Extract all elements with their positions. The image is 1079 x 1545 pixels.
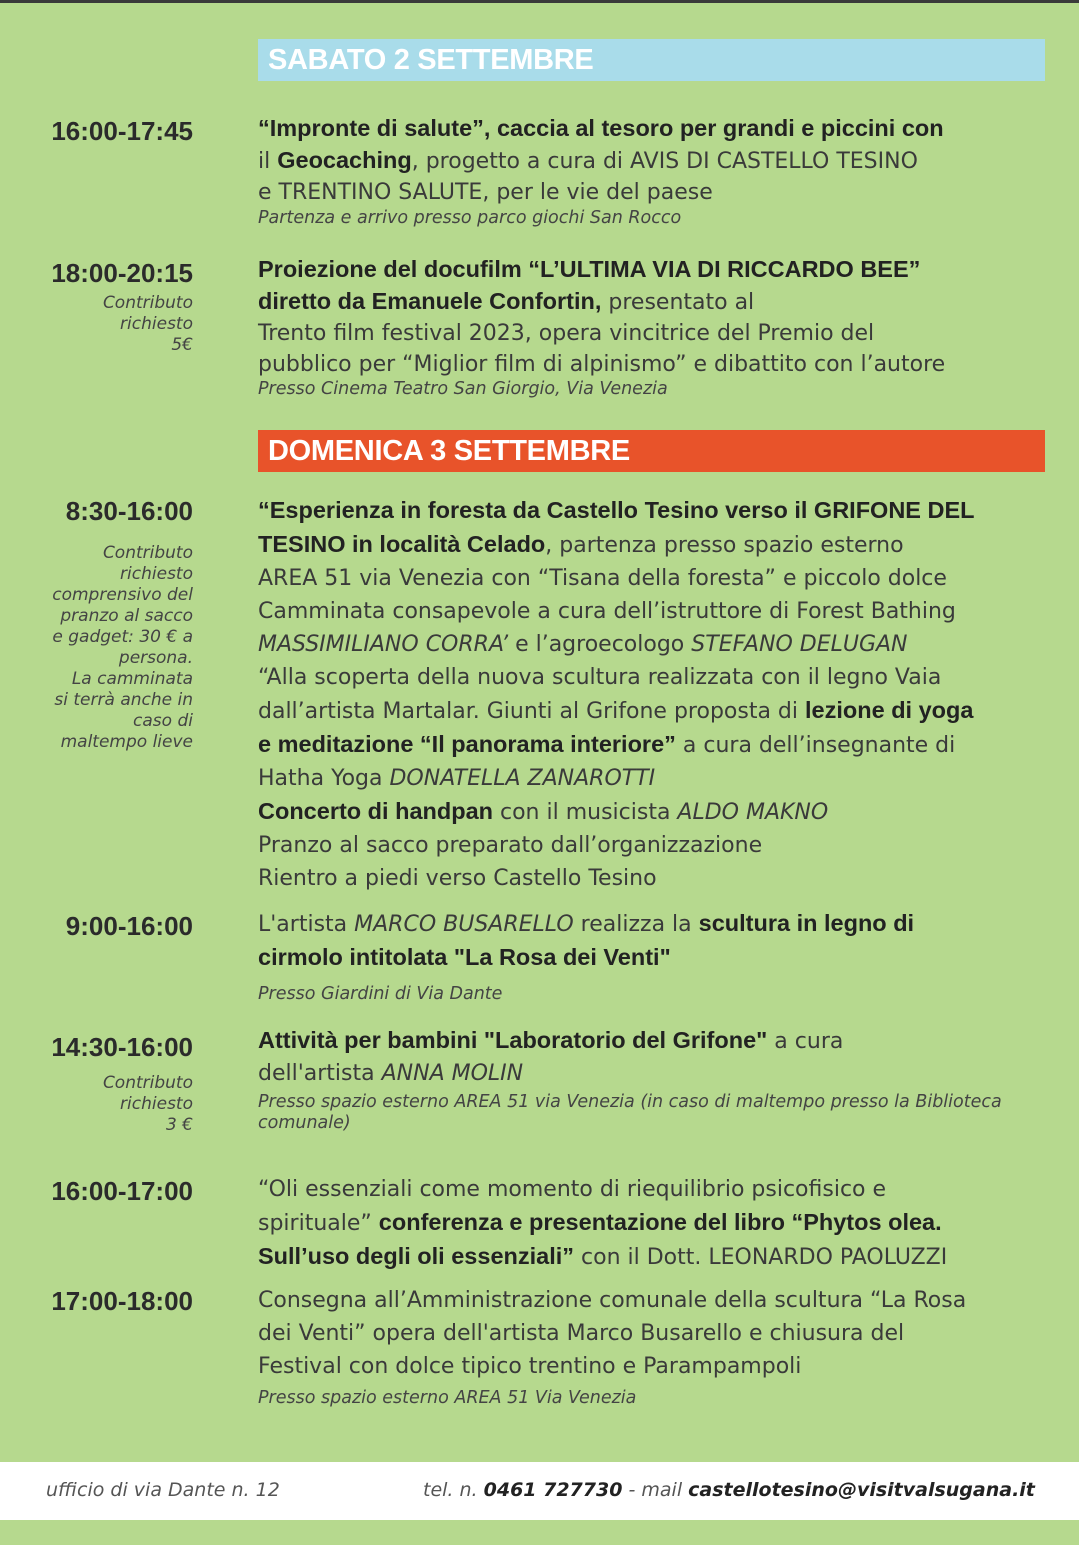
event-description: Consegna all’Amministrazione comunale della scultura “La Rosa dei Venti” opera dell'artista Marco Busarello e chiusura del Festival con dolce tipico trentino e Parampampoli [258,1288,967,1379]
event-time: 16:00-17:45 [51,116,193,146]
footer-bar [0,1462,1079,1520]
day-header-sunday: DOMENICA 3 SETTEMBRE [258,430,1045,472]
event-location: Presso Giardini di Via Dante [258,984,503,1004]
event-description: “Oli essenziali come momento di riequilibrio psicofisico e spirituale” conferenza e presentazione del libro “Phytos olea. Sull’uso degli oli essenziali” con il Dott. LEONARDO PAOLUZZI [258,1177,948,1270]
event-location: Partenza e arrivo presso parco giochi San Rocco [258,208,682,228]
event-location: Presso spazio esterno AREA 51 Via Venezia [258,1388,637,1408]
top-border [0,0,1079,3]
day-header-saturday: SABATO 2 SETTEMBRE [258,39,1045,81]
footer-email[interactable]: castellotesino@visitvalsugana.it [688,1479,1035,1501]
event-description: L'artista MARCO BUSARELLO realizza la scultura in legno di cirmolo intitolata "La Rosa dei Venti" [258,910,915,970]
event-time: 17:00-18:00 [51,1286,193,1316]
event-location: Presso Cinema Teatro San Giorgio, Via Venezia [258,379,668,399]
event-time: 16:00-17:00 [51,1176,193,1206]
event-location: Presso spazio esterno AREA 51 via Venezia (in caso di maltempo presso la Biblioteca comunale) [258,1092,1002,1133]
footer-phone[interactable]: 0461 727730 [483,1479,623,1501]
event-description: “Esperienza in foresta da Castello Tesino verso il GRIFONE DEL TESINO in località Celado, partenza presso spazio esterno AREA 51 via Venezia con “Tisana della foresta” e piccolo dolce Camminata consapevole a cura dell’istruttore di Forest Bathing MASSIMILIANO CORRA’ e l’agroecologo STEFANO DELUGAN “Alla scoperta della nuova scultura realizzata con il legno Vaia dall’artista Martalar. Giunti al Grifone proposta di lezione di yoga e meditazione “Il panorama interiore” a cura dell’insegnante di Hatha Yoga DONATELLA ZANAROTTI Concerto di handpan con il musicista ALDO MAKNO Pranzo al sacco preparato dall’organizzazione Rientro a piedi verso Castello Tesino [258,497,975,891]
event-description: “Impronte di salute”, caccia al tesoro per grandi e piccini con il Geocaching, progetto a cura di AVIS DI CASTELLO TESINO e TRENTINO SALUTE, per le vie del paese [258,115,944,205]
event-time: 8:30-16:00 [65,496,193,526]
event-time: 14:30-16:00 [51,1032,193,1062]
event-price-note: Contributo richiesto 5€ [102,293,193,355]
event-time: 18:00-20:15 [51,258,193,288]
event-description: Attività per bambini "Laboratorio del Grifone" a cura dell'artista ANNA MOLIN [258,1027,844,1086]
event-price-note: Contributo richiesto comprensivo del pranzo al sacco e gadget: 30 € a persona. La camminata si terrà anche in caso di maltempo lieve [52,543,193,752]
event-price-note: Contributo richiesto 3 € [102,1073,193,1135]
event-description: Proiezione del docufilm “L’ULTIMA VIA DI RICCARDO BEE” diretto da Emanuele Confortin, presentato al Trento film festival 2023, opera vincitrice del Premio del pubblico per “Miglior film di alpinismo” e dibattito con l’autore [258,256,946,377]
footer-office: ufficio di via Dante n. 12 [46,1479,280,1501]
event-time: 9:00-16:00 [65,911,193,941]
footer-contact: tel. n. 0461 727730 - mail castellotesino@visitvalsugana.it [423,1479,1035,1501]
